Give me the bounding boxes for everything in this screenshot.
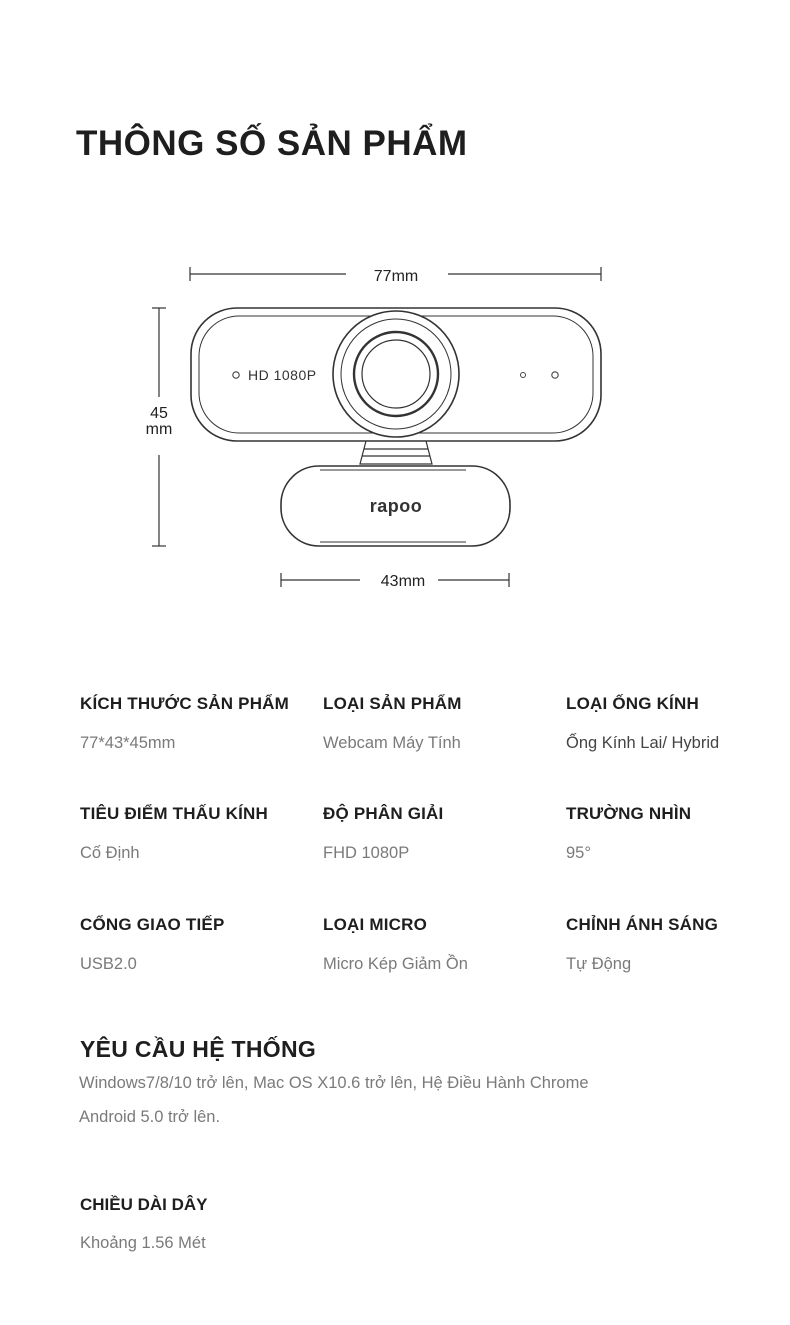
spec-label: LOẠI ỐNG KÍNH: [566, 694, 699, 713]
spec-value: Tự Động: [566, 955, 632, 973]
base-width-label: 43mm: [380, 573, 426, 590]
spec-product-size: [80, 694, 320, 753]
spec-field-of-view: [566, 804, 790, 863]
spec-lens-type: [566, 694, 790, 753]
camera-hinge: [360, 441, 432, 464]
height-label-unit: mm: [145, 421, 173, 438]
camera-resolution-label: HD 1080P: [248, 367, 317, 383]
spec-microphone: [323, 915, 563, 974]
system-requirements-line: Android 5.0 trở lên.: [79, 1108, 221, 1126]
cable-length-value: Khoảng 1.56 Mét: [80, 1234, 206, 1252]
spec-value: Ống Kính Lai/ Hybrid: [566, 734, 720, 752]
spec-product-type: [323, 694, 563, 753]
spec-label: ĐỘ PHÂN GIẢI: [323, 804, 444, 823]
spec-label: LOẠI MICRO: [323, 915, 427, 934]
spec-value: 77*43*45mm: [80, 734, 176, 752]
brand-logo: rapoo: [369, 496, 423, 516]
page-title: THÔNG SỐ SẢN PHẨM: [76, 124, 468, 163]
system-requirements-line: Windows7/8/10 trở lên, Mac OS X10.6 trở lên, Hệ Điều Hành Chrome: [79, 1074, 589, 1092]
spec-value: Webcam Máy Tính: [323, 734, 461, 752]
mic-hole-icon: [552, 372, 558, 378]
indicator-light: [233, 372, 239, 378]
spec-value: 95°: [566, 844, 591, 862]
system-requirements-title: YÊU CẦU HỆ THỐNG: [80, 1036, 317, 1062]
spec-value: Micro Kép Giảm Ồn: [323, 955, 468, 973]
spec-label: TIÊU ĐIỂM THẤU KÍNH: [80, 804, 268, 823]
spec-label: LOẠI SẢN PHẨM: [323, 694, 462, 713]
spec-label: TRƯỜNG NHÌN: [566, 804, 692, 823]
spec-value: USB2.0: [80, 955, 137, 973]
spec-label: CỔNG GIAO TIẾP: [80, 915, 225, 934]
spec-light-adjust: [566, 915, 790, 974]
width-label: 77mm: [373, 268, 419, 285]
spec-resolution: [323, 804, 563, 863]
camera-lens: [333, 311, 459, 437]
spec-value: Cố Định: [80, 844, 140, 862]
spec-interface: [80, 915, 320, 974]
spec-label: KÍCH THƯỚC SẢN PHẨM: [80, 694, 290, 713]
spec-label: CHỈNH ÁNH SÁNG: [566, 915, 719, 934]
cable-length-title: CHIỀU DÀI DÂY: [80, 1195, 208, 1214]
mic-hole-icon: [521, 373, 526, 378]
height-label-value: 45: [150, 405, 168, 422]
webcam-dimension-diagram: [0, 0, 790, 620]
spec-focus: [80, 804, 320, 863]
spec-value: FHD 1080P: [323, 844, 410, 862]
